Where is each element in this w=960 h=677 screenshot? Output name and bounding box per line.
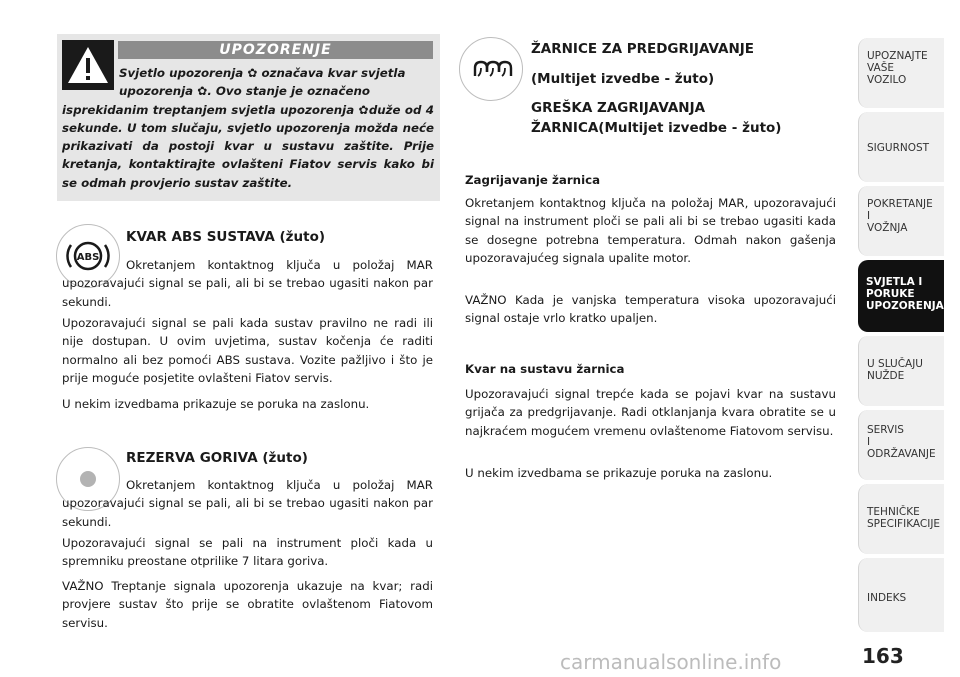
tab-technical-specs[interactable]: TEHNIČKE SPECIFIKACIJE xyxy=(858,484,944,554)
tab-index[interactable]: INDEKS xyxy=(858,558,944,632)
tab-get-to-know-vehicle[interactable]: UPOZNAJTE VAŠE VOZILO xyxy=(858,38,944,108)
abs-paragraph-1: Okretanjem kontaktnog ključa u položaj MAR upozoravajući signal se pali, ali bi se trebao ugasiti nakon par sekundi. xyxy=(62,258,433,309)
abs-paragraph-2: Upozoravajući signal se pali kada sustav pravilno ne radi ili nije dostupan. U ovim uvjetima, sustav kočenja će raditi normalno ali bez pomoći ABS sustava. Vozite pažljivo i što je prije moguće posjetite ovlašteni Fiatov servis. xyxy=(62,316,433,385)
glow-paragraph-2: VAŽNO Kada je vanjska temperatura visoka upozoravajući signal ostaje vrlo kratko upaljen. xyxy=(465,293,836,326)
fuel-paragraph-3: VAŽNO Treptanje signala upozorenja ukazuje na kvar; radi provjere sustav što prije se obratite ovlaštenom Fiatovom servisu. xyxy=(62,579,433,630)
tab-service-maintenance[interactable]: SERVIS I ODRŽAVANJE xyxy=(858,410,944,480)
tab-starting-driving[interactable]: POKRETANJE I VOŽNJA xyxy=(858,186,944,256)
glow-title-4: ŽARNICA(Multijet izvedbe - žuto) xyxy=(531,120,782,136)
glow-title-2: (Multijet izvedbe - žuto) xyxy=(531,71,715,87)
glow-paragraph-3: Upozoravajući signal trepće kada se pojavi kvar na sustavu grijača za predgrijavanje. Radi otklanjanja kvara obratite se u najkraćem mogućem vremenu ovlaštenome Fiatovom servisu. xyxy=(465,387,836,438)
glow-paragraph-4: U nekim izvedbama se prikazuje poruka na zaslonu. xyxy=(465,466,773,480)
svg-text:ABS: ABS xyxy=(76,252,100,263)
tab-safety[interactable]: SIGURNOST xyxy=(858,112,944,182)
warning-text: Svjetlo upozorenja ✿ označava kvar svjetla upozorenja ✿. Ovo stanje je označeno isprekidanim treptanjem svjetla upozorenja ✿duže od 4 sekunde. U tom slučaju, svjetlo upozorenja možda neće prikazivati da postoji kvar u sustavu zaštite. Prije kretanja, kontaktirajte ovlašteni Fiatov servis kako bi se odmah provjerio sustav zaštite. xyxy=(62,66,434,190)
fuel-paragraph-2: Upozoravajući signal se pali na instrument ploči kada u spremniku preostane otprilike 7 litara goriva. xyxy=(62,536,433,569)
glow-plug-warning-icon xyxy=(459,37,523,101)
page-number: 163 xyxy=(862,644,904,668)
abs-title: KVAR ABS SUSTAVA (žuto) xyxy=(126,229,326,245)
glow-subheading-2: Kvar na sustavu žarnica xyxy=(465,362,625,376)
airbag-icon: ✿ xyxy=(247,66,258,80)
glow-paragraph-1: Okretanjem kontaktnog ključa na položaj MAR, upozoravajući signal na instrument ploči se pali ali bi se trebao ugasiti kada se dosegne potrebna temperatura. Odmah nakon gašenja upozoravajućeg signala upalite motor. xyxy=(465,196,836,265)
glow-title-3: GREŠKA ZAGRIJAVANJA xyxy=(531,100,706,116)
watermark: carmanualsonline.info xyxy=(560,650,782,674)
glow-title-1: ŽARNICE ZA PREDGRIJAVANJE xyxy=(531,41,755,57)
airbag-icon: ✿ xyxy=(358,102,369,117)
tab-lights-warnings[interactable]: SVJETLA I PORUKE UPOZORENJA xyxy=(858,260,944,332)
abs-paragraph-3: U nekim izvedbama prikazuje se poruka na zaslonu. xyxy=(62,397,370,411)
fuel-title: REZERVA GORIVA (žuto) xyxy=(126,450,308,466)
glow-subheading-1: Zagrijavanje žarnica xyxy=(465,173,601,187)
airbag-icon: ✿ xyxy=(197,84,208,99)
fuel-paragraph-1: Okretanjem kontaktnog ključa u položaj MAR upozoravajući signal se pali, ali bi se trebao ugasiti nakon par sekundi. xyxy=(62,478,433,529)
tab-emergency[interactable]: U SLUČAJU NUŽDE xyxy=(858,336,944,406)
warning-header: UPOZORENJE xyxy=(118,41,433,59)
glow-plug-icon xyxy=(460,38,522,100)
